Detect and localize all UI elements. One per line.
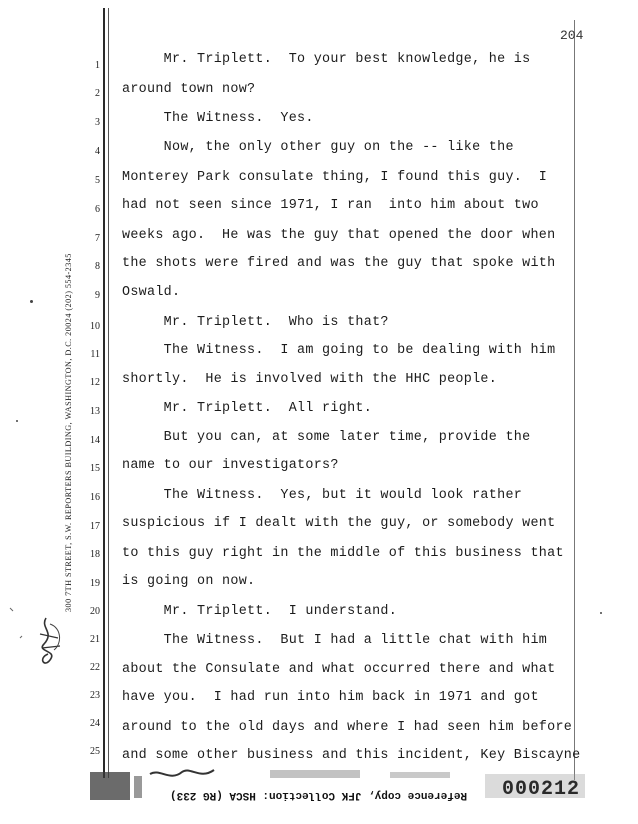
scan-speck bbox=[600, 612, 602, 614]
transcript-line: about the Consulate and what occurred there and what bbox=[122, 662, 556, 677]
transcript-line: weeks ago. He was the guy that opened the door when bbox=[122, 228, 556, 243]
transcript-line: name to our investigators? bbox=[122, 458, 339, 473]
transcript-line: Oswald. bbox=[122, 285, 181, 300]
transcript-line: Now, the only other guy on the -- like the bbox=[122, 140, 514, 155]
bates-number: 000212 bbox=[502, 778, 581, 801]
transcript-line: Mr. Triplett. I understand. bbox=[122, 604, 398, 619]
line-number: 17 bbox=[90, 521, 100, 532]
line-number: 23 bbox=[90, 690, 100, 701]
transcript-line: is going on now. bbox=[122, 574, 256, 589]
transcript-line: to this guy right in the middle of this business that bbox=[122, 546, 564, 561]
line-number: 12 bbox=[90, 377, 100, 388]
line-number: 16 bbox=[90, 492, 100, 503]
line-number: 18 bbox=[90, 549, 100, 560]
transcript-line: The Witness. Yes, but it would look rather bbox=[122, 488, 523, 503]
transcript-line: Mr. Triplett. All right. bbox=[122, 401, 373, 416]
line-number: 7 bbox=[95, 233, 100, 244]
transcript-line: The Witness. Yes. bbox=[122, 111, 314, 126]
line-number: 3 bbox=[95, 117, 100, 128]
line-number: 10 bbox=[90, 321, 100, 332]
line-number: 25 bbox=[90, 746, 100, 757]
signature-scribble bbox=[0, 598, 80, 718]
line-number: 22 bbox=[90, 662, 100, 673]
transcript-line: around to the old days and where I had seen him before bbox=[122, 720, 573, 735]
transcript-line: and some other business and this incident, Key Biscayne bbox=[122, 748, 581, 763]
line-number: 8 bbox=[95, 261, 100, 272]
line-number: 5 bbox=[95, 175, 100, 186]
transcript-line: Mr. Triplett. Who is that? bbox=[122, 315, 389, 330]
transcript-line: The Witness. But I had a little chat with him bbox=[122, 633, 548, 648]
line-number: 24 bbox=[90, 718, 100, 729]
right-margin-rule bbox=[574, 20, 575, 780]
transcript-line: have you. I had run into him back in 1971 and got bbox=[122, 690, 539, 705]
transcript-line: Monterey Park consulate thing, I found this guy. I bbox=[122, 170, 548, 185]
transcript-line: The Witness. I am going to be dealing with him bbox=[122, 343, 556, 358]
line-number: 21 bbox=[90, 634, 100, 645]
scan-speck bbox=[30, 300, 33, 303]
line-number: 19 bbox=[90, 578, 100, 589]
transcript-line: suspicious if I dealt with the guy, or somebody went bbox=[122, 516, 556, 531]
line-number: 1 bbox=[95, 60, 100, 71]
transcript-line: Mr. Triplett. To your best knowledge, he is bbox=[122, 52, 531, 67]
line-number: 4 bbox=[95, 146, 100, 157]
transcript-line: the shots were fired and was the guy that spoke with bbox=[122, 256, 556, 271]
transcript-line: around town now? bbox=[122, 82, 256, 97]
transcript-line: had not seen since 1971, I ran into him about two bbox=[122, 198, 539, 213]
line-number: 20 bbox=[90, 606, 100, 617]
line-number: 9 bbox=[95, 290, 100, 301]
line-number: 6 bbox=[95, 204, 100, 215]
line-number: 2 bbox=[95, 88, 100, 99]
line-number: 15 bbox=[90, 463, 100, 474]
scan-speck bbox=[16, 420, 18, 422]
left-margin-rule bbox=[103, 8, 105, 778]
left-margin-rule-inner bbox=[108, 8, 109, 778]
archive-reference-footer: Reference copy, JFK Collection: HSCA (RG 233) bbox=[170, 789, 468, 801]
line-number: 11 bbox=[90, 349, 100, 360]
reporter-address-sidebar: 300 7TH STREET, S.W. REPORTERS BUILDING, WASHINGTON, D.C. 20024 (202) 554-2345 bbox=[64, 253, 73, 612]
line-number: 13 bbox=[90, 406, 100, 417]
transcript-line: But you can, at some later time, provide the bbox=[122, 430, 531, 445]
page-number: 204 bbox=[560, 28, 584, 43]
line-number: 14 bbox=[90, 435, 100, 446]
transcript-line: shortly. He is involved with the HHC people. bbox=[122, 372, 498, 387]
